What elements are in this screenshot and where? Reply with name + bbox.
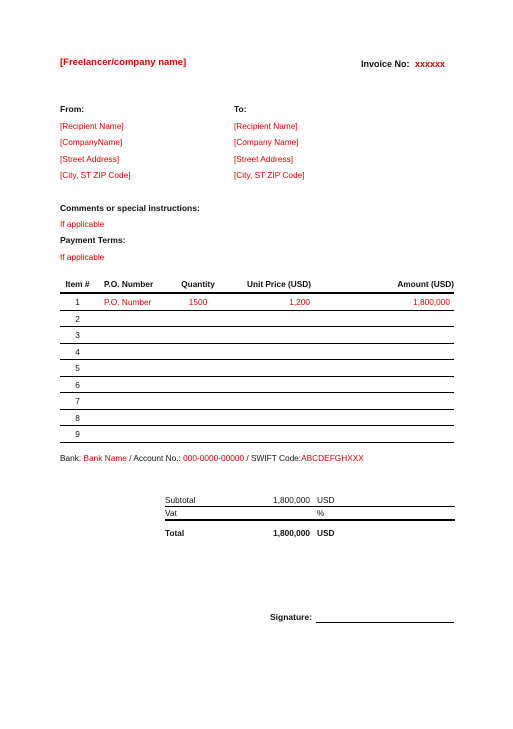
invoice-number	[361, 59, 445, 69]
from-company: [CompanyName]	[60, 137, 123, 147]
header-amount: Amount (USD)	[397, 279, 454, 289]
cell-item: 2	[75, 313, 80, 324]
to-street: [Street Address]	[234, 154, 294, 164]
cell-item: 1	[75, 297, 80, 307]
to-city: [City, ST ZIP Code]	[234, 170, 305, 180]
payment-terms-value: If applicable	[60, 252, 105, 262]
cell-item: 7	[75, 396, 80, 406]
table-row	[60, 344, 454, 361]
bank-label: Bank:	[60, 453, 82, 463]
subtotal-label: Subtotal	[165, 495, 196, 505]
account-number: 000-0000-00000	[183, 453, 245, 463]
cell-item: 9	[75, 429, 80, 439]
header-quantity: Quantity	[181, 279, 215, 289]
from-city: [City, ST ZIP Code]	[60, 170, 131, 180]
table-header	[60, 278, 454, 294]
table-row	[60, 360, 454, 377]
signature-line[interactable]	[316, 622, 454, 623]
to-label: To:	[234, 104, 247, 114]
table-row	[60, 311, 454, 328]
cell-quantity: 1500	[188, 297, 208, 307]
to-recipient: [Recipient Name]	[234, 121, 298, 131]
comments-value: If applicable	[60, 219, 105, 229]
total-label: Total	[165, 528, 185, 538]
cell-po-number: P.O. Number	[104, 297, 152, 307]
table-row	[60, 426, 454, 443]
total-amount: 1,800,000	[273, 528, 310, 538]
items-table	[60, 278, 454, 443]
bank-details	[60, 453, 364, 463]
payment-terms-label: Payment Terms:	[60, 235, 126, 245]
totals-block	[165, 494, 455, 539]
cell-item: 3	[75, 330, 80, 340]
swift-label: / SWIFT Code:	[246, 453, 302, 463]
from-label: From:	[60, 104, 85, 114]
vat-unit: %	[317, 508, 325, 518]
header-item: Item #	[65, 279, 90, 289]
to-company: [Company Name]	[234, 137, 299, 147]
swift-code: ABCDEFGHXXX	[301, 453, 364, 463]
table-row	[60, 327, 454, 344]
table-row	[60, 410, 454, 427]
bank-name: Bank Name	[83, 453, 127, 463]
from-street: [Street Address]	[60, 154, 120, 164]
table-row	[60, 294, 454, 311]
subtotal-row	[165, 494, 455, 507]
invoice-label: Invoice No:	[361, 59, 410, 69]
from-recipient: [Recipient Name]	[60, 121, 124, 131]
cell-item: 6	[75, 379, 80, 390]
vat-label: Vat	[165, 508, 177, 518]
cell-item: 8	[75, 412, 80, 423]
cell-unit-price: 1,200	[289, 297, 310, 307]
invoice-value: xxxxxx	[415, 59, 446, 69]
subtotal-amount: 1,800,000	[273, 495, 310, 505]
vat-row	[165, 507, 455, 521]
account-label: / Account No.:	[129, 453, 181, 463]
table-row	[60, 393, 454, 410]
cell-item: 5	[75, 363, 80, 373]
cell-amount: 1,800,000	[413, 297, 450, 307]
total-row	[165, 527, 455, 539]
table-row	[60, 377, 454, 394]
header-po-number: P.O. Number	[104, 279, 154, 289]
header-unit-price: Unit Price (USD)	[246, 279, 312, 289]
comments-label: Comments or special instructions:	[60, 203, 200, 213]
cell-item: 4	[75, 346, 80, 357]
total-unit: USD	[317, 528, 335, 538]
company-name: [Freelancer/company name]	[60, 57, 187, 68]
subtotal-unit: USD	[317, 495, 335, 505]
signature-label: Signature:	[270, 612, 313, 622]
